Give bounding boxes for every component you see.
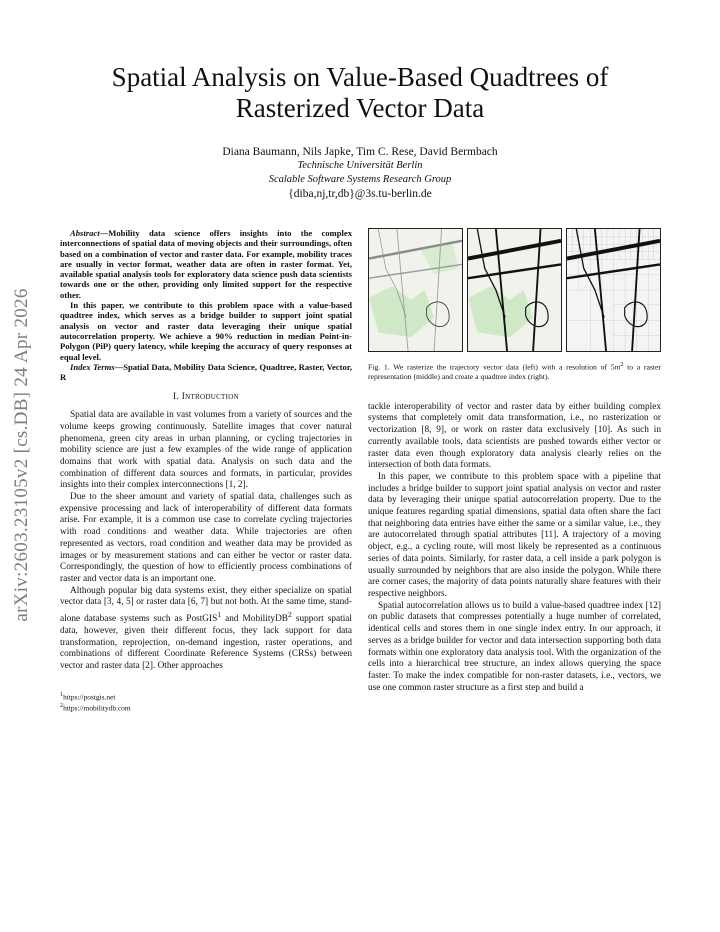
footnote-number-1: 1 — [60, 691, 64, 698]
raster-map-panel — [467, 228, 562, 352]
abstract-text-1: —Mobility data science offers insights into the complex interconnections of spatial data of moving objects and their surroundings, often based on a combination of vector and raster data. For example, mobility traces are usually in vector format, weather data are often in raster format. Yet, available spatial analysis tools for exploratory data science push data scientists towards one or the other, providing only limited support for the respective other. — [60, 228, 352, 300]
title-line-2: Rasterized Vector Data — [235, 93, 485, 123]
arxiv-side-label — [2, 0, 42, 932]
paper-title — [60, 62, 660, 124]
intro-paragraph-3 — [60, 586, 352, 673]
index-terms-label: Index Terms — [70, 361, 115, 372]
intro-p3-part-a: Although popular big data systems exist, they either specialize on spatial vector data [3, 4, 5] or raster data [6, 7] but not both. At the same time, stand-alone database systems such as PostGIS — [60, 585, 352, 625]
figure-1-caption — [368, 360, 661, 382]
arxiv-identifier: arXiv:2603.23105v2 [cs.DB] 24 Apr 2026 — [11, 288, 32, 622]
intro-p3-part-b: and MobilityDB — [221, 614, 288, 625]
right-paragraph-1: tackle interoperability of vector and raster data by either building complex systems that completely omit data transformation, i.e., no rasterization or vectorization [8, 9], or work on raster data exclusively [10]. As such in currently available tools, data scientists are pushed towards either vector or raster data even though exploratory data analysis clearly relies on the intersection of both data formats. — [368, 401, 661, 471]
index-terms — [60, 362, 352, 383]
quadtree-map-panel — [566, 228, 661, 352]
footnotes — [60, 691, 352, 713]
footnote-number-2: 2 — [60, 702, 64, 709]
intro-p3-part-c: support spatial data, however, given their different focus, they lack support for data transformation, reprojection, on-demand ingestion, raster operations, and combinations of different Coordinate Reference Systems (CRSs) between vector and raster data [2]. Other approaches — [60, 614, 352, 672]
right-paragraph-2: In this paper, we contribute to this problem space with a pipeline that includes a bridge builder to support joint spatial analysis on vector and raster data by leveraging their unique spatial autocorrelation property. Due to the unique features regarding spatial dimensions, spatial data often share the fact that neighboring data entries have either the same or a similar value, i.e., they are autocorrelated through spatial attributes [11]. A trajectory of a moving object, e.g., a cycling route, will most likely be represented as a continuous series of data points. Similarly, for raster data, a cell inside a park polygon is usually surrounded by neighbors that are also inside the polygon. While there are corner cases, the majority of data points naturally share features with their respective neighbors. — [368, 471, 661, 599]
caption-part-a: Fig. 1. We rasterize the trajectory vector data (left) with a resolution of 5 — [368, 362, 615, 372]
vector-map-panel — [368, 228, 463, 352]
author-names: Diana Baumann, Nils Japke, Tim C. Rese, David Bermbach — [222, 146, 498, 158]
section-number: I. — [173, 392, 180, 403]
intro-paragraph-2: Due to the sheer amount and variety of spatial data, challenges such as expensive processing and lack of interoperability of different data formats arise. For example, it is a common use case to correlate cycling trajectories with road conditions and weather data. While trajectories are often represented as vectors, road condition and weather data may be provided as images or by measurement stations and can either be vector or raster data. Correspondingly, the question of how to efficiently process combinations of raster and vector data is an important one. — [60, 492, 352, 584]
section-title: Introduction — [181, 392, 239, 403]
abstract-paragraph-2: In this paper, we contribute to this problem space with a value-based quadtree index, which serves as a bridge builder to support joint spatial analysis on vector and raster data leveraging their unique spatial autocorrelation property. We achieve a 90% reduction in median Point-in-Polygon (PiP) query latency, while keeping the accuracy of query responses at equal level. — [60, 300, 352, 362]
affiliation-university: Technische Universität Berlin — [297, 160, 423, 171]
author-email: {diba,nj,tr,db}@3s.tu-berlin.de — [288, 188, 432, 200]
quadtree-map-image — [567, 229, 660, 351]
figure-1 — [368, 228, 661, 352]
index-terms-text: —Spatial Data, Mobility Data Science, Quadtree, Raster, Vector, R — [60, 361, 353, 383]
left-column — [60, 228, 352, 713]
footnote-1-link[interactable]: https://postgis.net — [63, 692, 116, 702]
section-heading — [60, 392, 352, 404]
caption-part-b: to a raster representation (middle) and create a quadtree index (right). — [368, 362, 661, 382]
footnote-2-link[interactable]: https://mobilitydb.com — [63, 703, 131, 713]
caption-unit: m — [614, 362, 621, 372]
caption-unit-exponent: 2 — [620, 361, 624, 368]
right-paragraph-3: Spatial autocorrelation allows us to build a value-based quadtree index [12] on public datasets that compresses potentially a huge number of correlated, identical cells and stores them in one single index entry. In our approach, it serves as a bridge builder for vector and data intersection supporting both data formats within one exploratory data analysis tool. With the organization of the cells into a hierarchical tree structure, an index allows querying the space faster. To make the index compatible for non-raster datasets, i.e., vectors, we use one common raster structure as a first step and build a — [368, 600, 661, 693]
title-line-1: Spatial Analysis on Value-Based Quadtrees of — [111, 62, 609, 92]
affiliation-group: Scalable Software Systems Research Group — [268, 174, 452, 185]
right-column-body — [368, 402, 661, 695]
intro-paragraph-1: Spatial data are available in vast volumes from a variety of sources and the volume keeps growing continuously. Satellite images that cover natural phenomena, green city areas in urban planning, or cycling trajectories in mobility science are just a few examples of the wide range of application domains that work with spatial data. Analysis on such data and the combination of different data sources and formats, in particular, provides insights into their complex interconnections [1, 2]. — [60, 410, 352, 491]
vector-map-image — [369, 229, 462, 351]
raster-map-image — [468, 229, 561, 351]
abstract-paragraph-1 — [60, 228, 352, 300]
introduction-body — [60, 410, 352, 713]
right-column — [368, 228, 661, 694]
abstract-label: Abstract — [70, 228, 100, 238]
footnote-mark-2: 2 — [288, 610, 292, 620]
author-block — [60, 145, 660, 201]
footnote-mark-1: 1 — [217, 610, 222, 620]
